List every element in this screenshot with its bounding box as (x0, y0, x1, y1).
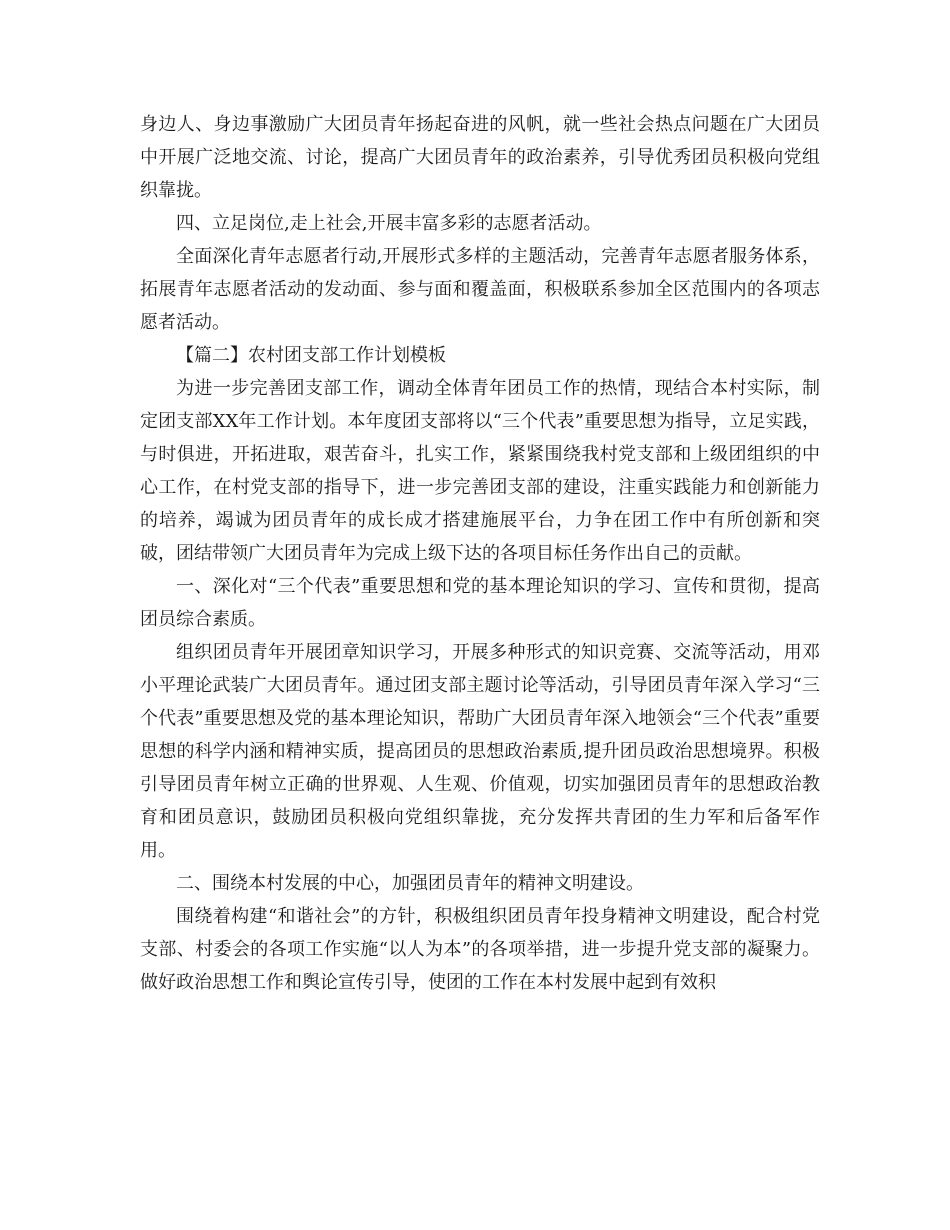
section-heading-2: 二、围绕本村发展的中心，加强团员青年的精神文明建设。 (176, 873, 644, 894)
document-body (140, 108, 820, 999)
paragraph-intro: 为进一步完善团支部工作，调动全体青年团员工作的热情，现结合本村实际，制定团支部XX年工作计划。本年度团支部将以“三个代表”重要思想为指导，立足实践，与时俱进，开拓进取，艰苦奋斗，扎实工作，紧紧围绕我村党支部和上级团组织的中心工作，在村党支部的指导下，进一步完善团支部的建设，注重实践能力和创新能力的培养，竭诚为团员青年的成长成才搭建施展平台，力争在团工作中有所创新和突破，团结带领广大团员青年为完成上级下达的各项目标任务作出自己的贡献。 (140, 378, 820, 564)
section-heading-4: 四、立足岗位,走上社会,开展丰富多彩的志愿者活动。 (176, 213, 602, 234)
section-heading-1: 一、深化对“三个代表”重要思想和党的基本理论知识的学习、宣传和贯彻，提高团员综合素质。 (140, 576, 820, 630)
paragraph-volunteer: 全面深化青年志愿者行动,开展形式多样的主题活动，完善青年志愿者服务体系，拓展青年志愿者活动的发动面、参与面和覆盖面，积极联系参加全区范围内的各项志愿者活动。 (140, 246, 820, 333)
part-two-title: 【篇二】农村团支部工作计划模板 (176, 345, 446, 366)
paragraph-1: 身边人、身边事激励广大团员青年扬起奋进的风帆，就一些社会热点问题在广大团员中开展广泛地交流、讨论，提高广大团员青年的政治素养，引导优秀团员积极向党组织靠拢。 (140, 114, 820, 201)
paragraph-study: 组织团员青年开展团章知识学习，开展多种形式的知识竞赛、交流等活动，用邓小平理论武装广大团员青年。通过团支部主题讨论等活动，引导团员青年深入学习“三个代表”重要思想及党的基本理论知识，帮助广大团员青年深入地领会“三个代表”重要思想的科学内涵和精神实质，提高团员的思想政治素质,提升团员政治思想境界。积极引导团员青年树立正确的世界观、人生观、价值观，切实加强团员青年的思想政治教育和团员意识，鼓励团员积极向党组织靠拢，充分发挥共青团的生力军和后备军作用。 (140, 642, 820, 861)
paragraph-civilization: 围绕着构建“和谐社会”的方针，积极组织团员青年投身精神文明建设，配合村党支部、村委会的各项工作实施“以人为本”的各项举措，进一步提升党支部的凝聚力。做好政治思想工作和舆论宣传引导，使团的工作在本村发展中起到有效积 (140, 906, 820, 993)
